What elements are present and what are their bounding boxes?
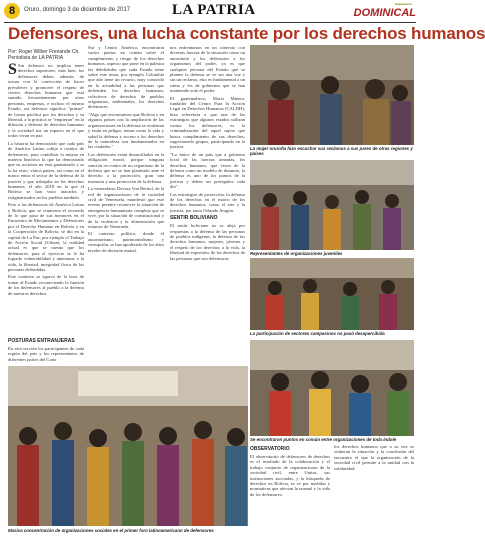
supplement-logo (352, 2, 416, 20)
subheading: OBSERVATORIO (250, 446, 290, 452)
paragraph: Pese a las defensoras de América Latina y Bolivia, que se reunieron el recuerdo de lo que pasa de sus mentores en el Encuentro de Movimientos y Defensores por el Derecho Humano en Bolivia y en la Cooperación de Bolivia, se dio en la capital de La Paz, por ejemplo el Trabajo de Acción Social (Urban), la realidad actual es que se cuenta que los defensores, para el ejercicio se le ha logrado vulnerabilidad y amenazas a la vida, la libertad, integridad física de las personas defendidas. (8, 202, 84, 273)
photo-campesino-sectors (250, 258, 414, 330)
article-column-2 (88, 45, 164, 363)
supplement-name: DOMINICAL (353, 7, 416, 19)
photo-caption: La mujer oruroña hizo escuchar sus reclamos a sus pares de otras regiones y países (250, 146, 413, 156)
article-column-5-bottom (334, 444, 414, 540)
photo-forum-crowd (8, 366, 248, 526)
article-headline: Defensores, una lucha constante por los derechos humanos (8, 24, 485, 43)
page-header (0, 0, 420, 22)
byline-role: Periodista de LA PATRIA (8, 55, 64, 61)
paragraph: El sentir boliviano no se aleja por respuestas a la defensa de las personas de pueblos indígenas, la defensa de los derechos humanos, mujeres, jóvenes y el respeto de los derechos a la vida, la libertad de expresión, de los derechos de las personas que son defensoras. (170, 223, 245, 261)
article-byline (8, 49, 80, 61)
photo-caption: La participación de sectores campesinos no pasó desapercibida (250, 331, 385, 336)
newspaper-name: LA PATRIA (172, 2, 256, 18)
photo-youth-organizations (250, 160, 414, 250)
issue-date: Oruro, domingo 3 de diciembre de 2017 (24, 7, 131, 13)
paragraph: Sin defensor no implica tener derechos superiores, más bien, los defensores deben, además, de actuar con la convicción de hacer prevalecer y promover el respeto de ciertos derechos humanos que está sumido frecuentemente por otras personas, empresas, e incluso el mismo Estado, así defensor significa "primar" de forma pacífica por los derechos y su libertad, a la práctica se "empiezan" en la difusión y defensa de derechos humanos y la sociedad sea un espacio en el que todos vivan en paz. (8, 63, 84, 139)
article-column-1-tail (8, 336, 84, 363)
header-rule (4, 22, 416, 23)
paragraph: La historia ha demostrado que cada país de América Latina cobija a cientos de defensores, para contribuir la misma en materia histórica la que ha demostrado que su accionar no está garantizado y se lo ha visto, varios países, así como en el marco entra el sector de la defensa de la justicia y que trabajaba en los derechos humanos, el año 2018 en la que el Bolivia se han visto atacados y estigmatizados en los pueblos también. (8, 140, 84, 200)
paragraph: "Algo que encontramos que Bolivia y en algunos países con la ampliación de las organizaciones en la defensa se violentan y están en peligro, temas como la vida y salud la defensa y acceso a los derechos de la naturaleza son fundamentales en las ciudades." (88, 111, 164, 150)
subheading: POSTURAS ENTRANJERAS (8, 338, 75, 344)
article-column-3 (170, 45, 245, 363)
paragraph: Este contexto se agrava de la hora de tomar al Estado reconociendo la función de los defensores al pueblo a la defensa de nuestros derechos. (8, 274, 84, 296)
paragraph: Los defensores están desarrollados en la obligación moral, porque ninguna sanción en contra de un organismo de la defensa que no se han planteado ante el derecho a la protección, gran una instancia y una protección de la defensa. (88, 151, 164, 184)
subheading: SENTIR BOLIVIANO (170, 215, 218, 222)
paragraph: El observatorio de defensores de derechos es el resultado de la colaboración y el trabajo conjunto de organizaciones de la sociedad civil, entre Unitas, sus instituciones asociadas, y la búsqueda de derechos en Bolivia, se ve por medidas y normativas que afectan la normal y la vida de los defensores. (250, 454, 330, 497)
paragraph: los derechos humanos que a su vez se vulneran la situación y la conclusión del encuentro el que la organización de la sociedad civil permite a la unidad con la solidaridad. (334, 444, 414, 471)
drop-cap: S (8, 61, 17, 78)
paragraph: "Lo único de un país que a gobierno local de las fuerzas armadas, los derechos humanos, que viven de la defensa como un modelo de dominio, la defensa es uno de los puntos de la justicia y deben ser protegidos cada día". (170, 151, 245, 190)
paragraph: El guatemalteco, Mario Minera, fundador del Centro Para la Acción Legal en Derechos Humanos (CALDH), hizo referencia a que una de las estrategias que algunos estados utilizan contra los defensores, es la criminalización del aquel sujeto que busca cumplimiento de sus derechos, sugestionado grupos, participando en la justicia. (170, 95, 245, 150)
paragraph: El contexto político, donde el autoritarismo, patrimonialismo y corrupción, se han apoderado de los altos niveles de decisión estatal. (88, 231, 164, 253)
photo-common-ground (250, 340, 414, 436)
photo-caption: Representantes de organizaciones juveniles (250, 251, 343, 256)
article-column-1 (8, 63, 84, 335)
page-number-badge: 8 (4, 3, 20, 19)
paragraph: Sur y Centro América, encontraron varios puntos en común sobre el cumplimiento y riesgo de los derechos humanos, aspecto que pone en la palestra las debilidades que cada Estado tiene sobre este tema, por ejemplo Colombia que aún tiene un recurso, muy conocido en la actualidad a las personas que defienden los derechos humanos, colectivos de derechos de pueblos originarios, ambientales, los derechos defensores. (88, 45, 164, 110)
supplement-tag: Suplemento (394, 2, 412, 6)
paragraph: La venezolana, Devora Von Bertiol, de la red de organizaciones de la sociedad civil de Venezuela, manifestó que este evento permite reconocer la situación de emergencia humanitaria compleja que se vive, por la situación de constitucional y de la violencia y la alimentación que estamos de Venezuela. (88, 186, 164, 229)
paragraph: nos enfrentamos en un contexto con diversas fuerzas de la situación como un autoritario y los defensores a los organismos del poder, ya es que cualquier persona del Estado que se plantee la defensa se ve sin una voz y sin un reclamo, esto es fundamental a un ritmo y los de gobiernos que se han mantenido solo el poder. (170, 45, 245, 94)
paragraph: Las estrategias de protección, la defensa de los derechos en el marco de los derechos humanos, como el arte y la justicia, por tanto Orlando Aragón. (170, 191, 245, 213)
photo-caption: Se encontraron puntos en común entre organizaciones de toda índole (250, 437, 397, 442)
article-column-4-bottom (250, 444, 330, 540)
byline-author: Por: Roger Wilber Frenande Ch. (8, 49, 80, 55)
paragraph: En esta sección los participantes de cada región del país y los representantes de diferentes países del Cono (8, 346, 84, 362)
photo-caption: Masiva concentración de organizaciones sociales en el primer foro latinoamericano de defensores (8, 528, 214, 533)
photo-oruro-woman (250, 45, 414, 145)
